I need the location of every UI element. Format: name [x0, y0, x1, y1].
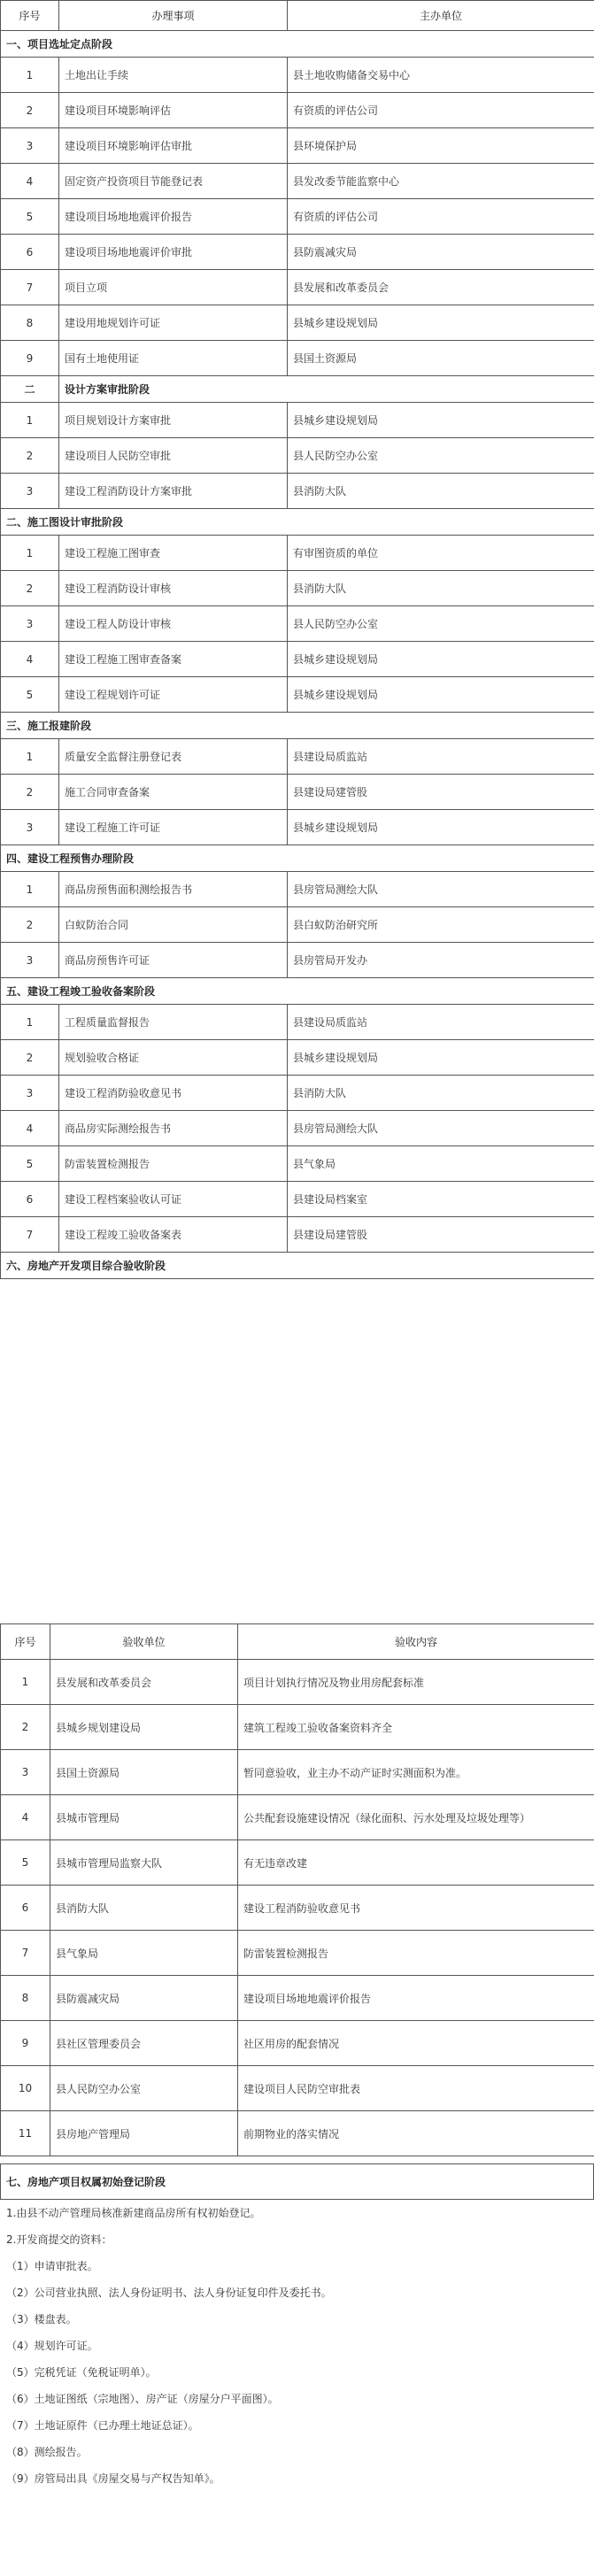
host-unit: 县发展和改革委员会 [288, 270, 594, 305]
acceptance-content: 建设工程消防验收意见书 [238, 1886, 594, 1931]
section-title: 四、建设工程预售办理阶段 [1, 845, 594, 872]
acceptance-table [0, 1623, 594, 2156]
row-number: 6 [1, 235, 59, 270]
section-title: 三、施工报建阶段 [1, 713, 594, 739]
row-number: 6 [1, 1182, 59, 1217]
acceptance-unit: 县城市管理局监察大队 [50, 1840, 238, 1886]
host-unit: 有资质的评估公司 [288, 199, 594, 235]
registration-line: （3）楼盘表。 [0, 2306, 594, 2333]
host-unit: 有资质的评估公司 [288, 93, 594, 128]
procedure-table [0, 0, 594, 1279]
row-number: 10 [1, 2066, 50, 2111]
procedure-item: 建设工程规划许可证 [59, 677, 288, 713]
registration-line: 2.开发商提交的资料： [0, 2226, 594, 2253]
section-row [1, 1253, 594, 1279]
header-acceptance-unit: 验收单位 [50, 1624, 238, 1660]
host-unit: 县建设局质监站 [288, 739, 594, 775]
procedure-item: 建设项目环境影响评估 [59, 93, 288, 128]
table-row [1, 403, 594, 438]
table-row [1, 199, 594, 235]
procedure-item: 建设工程消防验收意见书 [59, 1076, 288, 1111]
row-number: 3 [1, 1750, 50, 1795]
procedure-item: 建设工程人防设计审核 [59, 606, 288, 642]
procedure-item: 建设工程竣工验收备案表 [59, 1217, 288, 1253]
acceptance-unit: 县城市管理局 [50, 1795, 238, 1840]
procedure-item: 建设项目环境影响评估审批 [59, 128, 288, 164]
section-row [1, 845, 594, 872]
registration-line: （1）申请审批表。 [0, 2253, 594, 2279]
procedure-item: 土地出让手续 [59, 58, 288, 93]
procedure-item: 白蚁防治合同 [59, 907, 288, 943]
registration-line: （5）完税凭证（免税证明单）。 [0, 2359, 594, 2386]
procedure-item: 商品房预售面积测绘报告书 [59, 872, 288, 907]
section-title: 设计方案审批阶段 [59, 376, 594, 403]
host-unit: 县建设局建管股 [288, 775, 594, 810]
table-row [1, 341, 594, 376]
table-row [1, 474, 594, 509]
row-number: 11 [1, 2111, 50, 2156]
host-unit: 县建设局建管股 [288, 1217, 594, 1253]
acceptance-content: 建设项目人民防空审批表 [238, 2066, 594, 2111]
procedure-item: 固定资产投资项目节能登记表 [59, 164, 288, 199]
table-row [1, 93, 594, 128]
procedure-item: 建设工程施工图审查 [59, 536, 288, 571]
table-row [1, 1076, 594, 1111]
acceptance-unit: 县国土资源局 [50, 1750, 238, 1795]
acceptance-unit: 县发展和改革委员会 [50, 1660, 238, 1705]
registration-line: （9）房管局出具《房屋交易与产权告知单》。 [0, 2465, 594, 2492]
table-row [1, 128, 594, 164]
registration-title-table [0, 2163, 594, 2200]
table-row [1, 2111, 594, 2156]
procedure-item: 建设工程消防设计方案审批 [59, 474, 288, 509]
table-row [1, 235, 594, 270]
section-row [1, 509, 594, 536]
procedure-item: 建设工程施工许可证 [59, 810, 288, 845]
row-number: 1 [1, 1660, 50, 1705]
table-row [1, 270, 594, 305]
host-unit: 县白蚁防治研究所 [288, 907, 594, 943]
section-row [1, 376, 594, 403]
row-number: 6 [1, 1886, 50, 1931]
table-row [1, 1660, 594, 1705]
acceptance-content: 前期物业的落实情况 [238, 2111, 594, 2156]
procedure-item: 国有土地使用证 [59, 341, 288, 376]
row-number: 8 [1, 305, 59, 341]
row-number: 3 [1, 606, 59, 642]
table-row [1, 943, 594, 978]
acceptance-content: 社区用房的配套情况 [238, 2021, 594, 2066]
table-row [1, 1182, 594, 1217]
section-title: 六、房地产开发项目综合验收阶段 [1, 1253, 594, 1279]
row-number: 3 [1, 1076, 59, 1111]
host-unit: 县城乡建设规划局 [288, 677, 594, 713]
row-number: 5 [1, 199, 59, 235]
host-unit: 县建设局质监站 [288, 1005, 594, 1040]
table-row [1, 1146, 594, 1182]
procedure-item: 项目立项 [59, 270, 288, 305]
section-title: 一、项目选址定点阶段 [1, 31, 594, 58]
section-title: 五、建设工程竣工验收备案阶段 [1, 978, 594, 1005]
section-number: 二 [1, 376, 59, 403]
row-number: 2 [1, 93, 59, 128]
header-serial-number: 序号 [1, 1, 59, 31]
section-row [1, 713, 594, 739]
procedure-item: 建设工程施工图审查备案 [59, 642, 288, 677]
table-row [1, 571, 594, 606]
row-number: 1 [1, 1005, 59, 1040]
row-number: 1 [1, 872, 59, 907]
table-row [1, 1976, 594, 2021]
table-row [1, 606, 594, 642]
procedure-item: 建设工程消防设计审核 [59, 571, 288, 606]
acceptance-unit: 县城乡规划建设局 [50, 1705, 238, 1750]
host-unit: 县城乡建设规划局 [288, 642, 594, 677]
row-number: 3 [1, 943, 59, 978]
row-number: 7 [1, 1931, 50, 1976]
row-number: 4 [1, 1111, 59, 1146]
table-row [1, 775, 594, 810]
acceptance-content: 项目计划执行情况及物业用房配套标准 [238, 1660, 594, 1705]
table-row [1, 2021, 594, 2066]
procedure-item: 商品房预售许可证 [59, 943, 288, 978]
table-row [1, 58, 594, 93]
acceptance-content: 有无违章改建 [238, 1840, 594, 1886]
procedure-item: 建设用地规划许可证 [59, 305, 288, 341]
host-unit: 县防震减灾局 [288, 235, 594, 270]
row-number: 4 [1, 1795, 50, 1840]
table-row [1, 1795, 594, 1840]
row-number: 2 [1, 571, 59, 606]
header-acceptance-content: 验收内容 [238, 1624, 594, 1660]
host-unit: 县城乡建设规划局 [288, 1040, 594, 1076]
row-number: 4 [1, 164, 59, 199]
procedure-item: 质量安全监督注册登记表 [59, 739, 288, 775]
acceptance-content: 建设项目场地地震评价报告 [238, 1976, 594, 2021]
acceptance-unit: 县社区管理委员会 [50, 2021, 238, 2066]
host-unit: 县土地收购储备交易中心 [288, 58, 594, 93]
procedure-item: 防雷装置检测报告 [59, 1146, 288, 1182]
table-row [1, 1886, 594, 1931]
registration-line: （7）土地证原件（已办理土地证总证）。 [0, 2412, 594, 2439]
row-number: 3 [1, 474, 59, 509]
host-unit: 县房管局测绘大队 [288, 872, 594, 907]
row-number: 9 [1, 341, 59, 376]
table-row [1, 164, 594, 199]
host-unit: 有审图资质的单位 [288, 536, 594, 571]
registration-line: 1.由县不动产管理局核准新建商品房所有权初始登记。 [0, 2200, 594, 2226]
host-unit: 县气象局 [288, 1146, 594, 1182]
table-row [1, 1705, 594, 1750]
acceptance-content: 暂同意验收，业主办不动产证时实测面积为准。 [238, 1750, 594, 1795]
section-title: 二、施工图设计审批阶段 [1, 509, 594, 536]
registration-line: （4）规划许可证。 [0, 2333, 594, 2359]
row-number: 3 [1, 128, 59, 164]
table-row [1, 1111, 594, 1146]
host-unit: 县消防大队 [288, 1076, 594, 1111]
procedure-item: 建设项目场地地震评价报告 [59, 199, 288, 235]
table-row [1, 1931, 594, 1976]
row-number: 2 [1, 775, 59, 810]
host-unit: 县发改委节能监察中心 [288, 164, 594, 199]
row-number: 3 [1, 810, 59, 845]
table-row [1, 677, 594, 713]
table-row [1, 1750, 594, 1795]
table-row [1, 1040, 594, 1076]
procedure-item: 工程质量监督报告 [59, 1005, 288, 1040]
registration-section [0, 2163, 594, 2492]
header-host-unit: 主办单位 [288, 1, 594, 31]
registration-line: （8）测绘报告。 [0, 2439, 594, 2465]
procedure-item: 建设项目人民防空审批 [59, 438, 288, 474]
row-number: 2 [1, 438, 59, 474]
table-row [1, 907, 594, 943]
table-row [1, 438, 594, 474]
procedure-item: 建设项目场地地震评价审批 [59, 235, 288, 270]
row-number: 5 [1, 1840, 50, 1886]
host-unit: 县房管局测绘大队 [288, 1111, 594, 1146]
section-row [1, 31, 594, 58]
host-unit: 县城乡建设规划局 [288, 810, 594, 845]
row-number: 5 [1, 677, 59, 713]
host-unit: 县城乡建设规划局 [288, 305, 594, 341]
host-unit: 县人民防空办公室 [288, 606, 594, 642]
host-unit: 县人民防空办公室 [288, 438, 594, 474]
acceptance-unit: 县消防大队 [50, 1886, 238, 1931]
row-number: 1 [1, 739, 59, 775]
acceptance-unit: 县气象局 [50, 1931, 238, 1976]
table-row [1, 536, 594, 571]
header-item: 办理事项 [59, 1, 288, 31]
section-row [1, 978, 594, 1005]
section-title: 七、房地产项目权属初始登记阶段 [1, 2164, 594, 2200]
acceptance-content: 公共配套设施建设情况（绿化面积、污水处理及垃圾处理等） [238, 1795, 594, 1840]
table-row [1, 739, 594, 775]
header-serial-number: 序号 [1, 1624, 50, 1660]
row-number: 7 [1, 270, 59, 305]
table-row [1, 1005, 594, 1040]
table-row [1, 2066, 594, 2111]
acceptance-content: 防雷装置检测报告 [238, 1931, 594, 1976]
row-number: 2 [1, 1040, 59, 1076]
row-number: 5 [1, 1146, 59, 1182]
acceptance-content: 建筑工程竣工验收备案资料齐全 [238, 1705, 594, 1750]
row-number: 2 [1, 1705, 50, 1750]
procedure-item: 商品房实际测绘报告书 [59, 1111, 288, 1146]
host-unit: 县建设局档案室 [288, 1182, 594, 1217]
host-unit: 县房管局开发办 [288, 943, 594, 978]
table-row [1, 1217, 594, 1253]
row-number: 2 [1, 907, 59, 943]
registration-line: （2）公司营业执照、法人身份证明书、法人身份证复印件及委托书。 [0, 2279, 594, 2306]
procedure-item: 建设工程档案验收认可证 [59, 1182, 288, 1217]
acceptance-unit: 县房地产管理局 [50, 2111, 238, 2156]
host-unit: 县国土资源局 [288, 341, 594, 376]
registration-lines [0, 2200, 594, 2492]
table-row [1, 305, 594, 341]
table-row [1, 810, 594, 845]
table-row [1, 642, 594, 677]
acceptance-unit: 县防震减灾局 [50, 1976, 238, 2021]
host-unit: 县消防大队 [288, 474, 594, 509]
registration-line: （6）土地证图纸（宗地图）、房产证（房屋分户平面图）。 [0, 2386, 594, 2412]
row-number: 4 [1, 642, 59, 677]
procedure-item: 施工合同审查备案 [59, 775, 288, 810]
table-row [1, 872, 594, 907]
host-unit: 县城乡建设规划局 [288, 403, 594, 438]
acceptance-table-header [1, 1624, 594, 1660]
procedure-item: 项目规划设计方案审批 [59, 403, 288, 438]
row-number: 9 [1, 2021, 50, 2066]
row-number: 1 [1, 58, 59, 93]
procedure-table-header [1, 1, 594, 31]
host-unit: 县环境保护局 [288, 128, 594, 164]
row-number: 7 [1, 1217, 59, 1253]
acceptance-unit: 县人民防空办公室 [50, 2066, 238, 2111]
row-number: 1 [1, 536, 59, 571]
table-row [1, 1840, 594, 1886]
row-number: 8 [1, 1976, 50, 2021]
host-unit: 县消防大队 [288, 571, 594, 606]
row-number: 1 [1, 403, 59, 438]
procedure-item: 规划验收合格证 [59, 1040, 288, 1076]
